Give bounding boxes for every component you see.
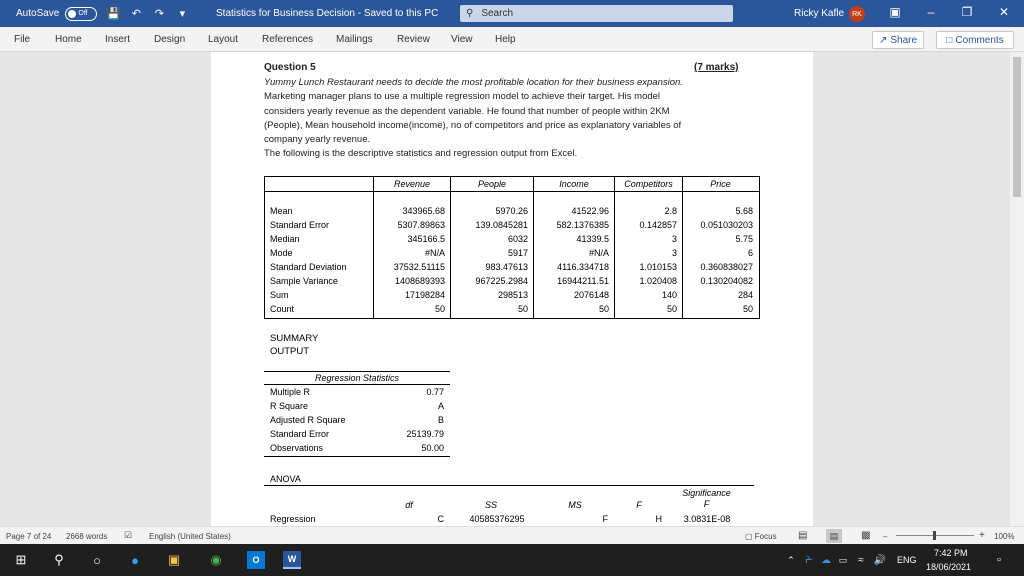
reg-stat-label: Standard Error bbox=[270, 429, 330, 439]
proofing-icon[interactable]: ☑ bbox=[124, 530, 133, 540]
notifications-icon[interactable]: ▫ bbox=[997, 554, 1001, 566]
desc-cell: 5970.26 bbox=[495, 206, 528, 216]
desc-cell: 37532.51115 bbox=[393, 262, 445, 272]
tab-home[interactable]: Home bbox=[55, 34, 82, 45]
clock-date[interactable]: 18/06/2021 bbox=[926, 562, 972, 572]
para-line-5: company yearly revenue. bbox=[264, 134, 371, 146]
anova-row-label: Regression bbox=[270, 514, 316, 524]
reg-stat-value: 50.00 bbox=[421, 443, 444, 453]
desc-cell: 50 bbox=[434, 304, 445, 314]
tab-mailings[interactable]: Mailings bbox=[336, 34, 373, 45]
comments-button[interactable]: □ Comments bbox=[936, 31, 1014, 49]
anova-header-f: F bbox=[636, 500, 642, 510]
reg-stat-value: 25139.79 bbox=[406, 429, 444, 439]
zoom-slider-thumb[interactable] bbox=[933, 531, 936, 540]
anova-header-ms: MS bbox=[568, 500, 582, 510]
desc-cell: #N/A bbox=[588, 248, 609, 258]
share-button[interactable]: ↗ Share bbox=[872, 31, 924, 49]
desc-row-label: Median bbox=[270, 234, 300, 244]
taskbar bbox=[0, 544, 1024, 576]
file-explorer-icon[interactable]: ▣ bbox=[167, 552, 181, 567]
desc-row-label: Standard Deviation bbox=[270, 262, 347, 272]
tab-insert[interactable]: Insert bbox=[105, 34, 131, 45]
autosave-label: AutoSave bbox=[16, 8, 60, 19]
outlook-icon[interactable]: O bbox=[247, 551, 265, 569]
desc-cell: 41339.5 bbox=[576, 234, 609, 244]
chrome-icon[interactable]: ◉ bbox=[210, 552, 222, 567]
anova-header-df: df bbox=[405, 500, 413, 510]
desc-cell: 140 bbox=[661, 290, 677, 300]
anova-title: ANOVA bbox=[270, 474, 301, 484]
desc-cell: 298513 bbox=[497, 290, 528, 300]
close-icon[interactable]: ✕ bbox=[998, 5, 1010, 19]
show-hidden-icons[interactable]: ⌃ bbox=[787, 554, 795, 565]
descriptive-statistics-table bbox=[264, 176, 760, 320]
desc-row-label: Sample Variance bbox=[270, 276, 338, 286]
anova-row-significance: 3.0831E-08 bbox=[683, 514, 731, 524]
desc-row-label: Sum bbox=[270, 290, 289, 300]
autosave-toggle[interactable]: Off bbox=[65, 7, 97, 21]
web-layout-icon[interactable]: ▩ bbox=[861, 530, 871, 541]
desc-cell: 5.68 bbox=[735, 206, 753, 216]
search-icon: ⚲ bbox=[466, 8, 474, 19]
anova-row-ms: F bbox=[602, 514, 608, 524]
desc-cell: 50 bbox=[517, 304, 528, 314]
desc-cell: 3 bbox=[671, 234, 677, 244]
desc-cell: 1.010153 bbox=[639, 262, 677, 272]
reg-stat-value: B bbox=[437, 415, 444, 425]
reg-stat-label: Multiple R bbox=[270, 387, 311, 397]
desc-cell: 5.75 bbox=[735, 234, 753, 244]
onedrive-icon[interactable]: ☁ bbox=[821, 554, 831, 566]
desc-cell: 17198284 bbox=[404, 290, 445, 300]
desc-header-price: Price bbox=[710, 179, 731, 189]
desc-cell: 139.0845281 bbox=[475, 220, 528, 230]
reg-stat-value: A bbox=[437, 401, 444, 411]
zoom-in-icon[interactable]: + bbox=[979, 530, 985, 541]
desc-cell: 50 bbox=[598, 304, 609, 314]
search-taskbar-icon[interactable]: ⚲ bbox=[54, 552, 64, 567]
avatar[interactable]: RK bbox=[849, 6, 865, 22]
desc-cell: 5917 bbox=[507, 248, 528, 258]
desc-cell: 6 bbox=[747, 248, 753, 258]
anova-row-df: C bbox=[437, 514, 444, 524]
page-count[interactable]: Page 7 of 24 bbox=[6, 532, 52, 541]
reg-stats-title: Regression Statistics bbox=[314, 373, 400, 383]
tab-view[interactable]: View bbox=[451, 34, 473, 45]
question-title: Question 5 bbox=[264, 62, 316, 73]
desc-cell: 2076148 bbox=[573, 290, 609, 300]
summary-output-line1: SUMMARY bbox=[270, 333, 319, 344]
edge-icon[interactable]: ● bbox=[131, 552, 139, 568]
desc-row-label: Count bbox=[270, 304, 295, 314]
desc-cell: 41522.96 bbox=[571, 206, 609, 216]
desc-header-income: Income bbox=[559, 179, 589, 189]
reg-stat-label: R Square bbox=[270, 401, 309, 411]
ribbon-menu bbox=[0, 27, 1024, 52]
read-mode-icon[interactable]: ▤ bbox=[798, 530, 808, 541]
document-title: Statistics for Business Decision - Saved to this PC bbox=[216, 8, 439, 19]
tab-help[interactable]: Help bbox=[495, 34, 516, 45]
desc-row-label: Mean bbox=[270, 206, 293, 216]
question-paragraph bbox=[264, 76, 748, 147]
tab-layout[interactable]: Layout bbox=[208, 34, 239, 45]
ribbon-display-options-icon[interactable]: ▣ bbox=[889, 5, 901, 19]
desc-cell: 284 bbox=[737, 290, 753, 300]
zoom-out-icon[interactable]: – bbox=[883, 532, 888, 541]
desc-cell: 50 bbox=[666, 304, 677, 314]
desc-cell: 345166.5 bbox=[407, 234, 445, 244]
focus-icon: ▢ bbox=[745, 532, 755, 541]
regression-statistics-table bbox=[264, 370, 450, 460]
wifi-icon[interactable]: ≈ bbox=[858, 554, 864, 566]
tab-design[interactable]: Design bbox=[154, 34, 186, 45]
document-page[interactable] bbox=[211, 52, 813, 526]
user-name[interactable]: Ricky Kafle bbox=[794, 8, 845, 19]
tab-references[interactable]: References bbox=[262, 34, 314, 45]
scrollbar-thumb[interactable] bbox=[1013, 57, 1021, 197]
desc-cell: 967225.2984 bbox=[475, 276, 528, 286]
task-view-icon[interactable]: ○ bbox=[93, 552, 101, 568]
save-icon[interactable]: 💾 bbox=[106, 8, 121, 20]
desc-cell: 2.8 bbox=[664, 206, 677, 216]
desc-row-label: Mode bbox=[270, 248, 293, 258]
language-indicator[interactable]: English (United States) bbox=[149, 532, 231, 541]
summary-output-line2: OUTPUT bbox=[270, 346, 310, 357]
desc-cell: 0.130204082 bbox=[700, 276, 753, 286]
focus-button[interactable]: ▢ Focus bbox=[745, 532, 777, 541]
comment-icon: □ bbox=[946, 34, 953, 46]
reg-stat-label: Adjusted R Square bbox=[270, 415, 346, 425]
share-icon: ↗ bbox=[878, 34, 888, 46]
undo-icon[interactable]: ↶ bbox=[131, 8, 141, 20]
para-line-4: (People), Mean household income(income), no of competitors and price as explanatory variables of bbox=[264, 119, 682, 131]
anova-header-ss: SS bbox=[484, 500, 497, 510]
status-bar bbox=[0, 526, 1024, 544]
desc-cell: 1408689393 bbox=[394, 276, 445, 286]
desc-cell: 16944211.51 bbox=[557, 276, 609, 286]
desc-cell: 50 bbox=[742, 304, 753, 314]
reg-stat-label: Observations bbox=[270, 443, 324, 453]
customize-qat-icon[interactable]: ▾ bbox=[179, 8, 186, 20]
battery-icon[interactable]: ▭ bbox=[838, 554, 848, 565]
anova-row-f: H bbox=[655, 514, 662, 524]
question-marks: (7 marks) bbox=[694, 62, 739, 73]
anova-header-significance: Significance bbox=[682, 488, 731, 498]
desc-cell: 0.051030203 bbox=[700, 220, 753, 230]
tab-file[interactable]: File bbox=[14, 34, 31, 45]
word-count[interactable]: 2668 words bbox=[66, 532, 108, 541]
vertical-scrollbar[interactable] bbox=[1010, 52, 1024, 526]
search-input[interactable]: ⚲ Search bbox=[460, 5, 733, 22]
volume-icon[interactable]: 🔊 bbox=[873, 554, 887, 566]
desc-cell: #N/A bbox=[424, 248, 445, 258]
anova-table bbox=[264, 472, 754, 526]
desc-cell: 0.142857 bbox=[639, 220, 677, 230]
restore-icon[interactable]: ❐ bbox=[961, 5, 973, 19]
para-line-1: Yummy Lunch Restaurant needs to decide the most profitable location for their business expansion. bbox=[264, 77, 683, 88]
redo-icon[interactable]: ↷ bbox=[154, 8, 164, 20]
desc-header-revenue: Revenue bbox=[393, 179, 431, 189]
desc-cell: 582.1376385 bbox=[556, 220, 609, 230]
desc-cell: 0.360838027 bbox=[700, 262, 753, 272]
desc-cell: 1.020408 bbox=[639, 276, 677, 286]
word-icon[interactable]: W bbox=[283, 551, 301, 569]
desc-cell: 983.47613 bbox=[485, 262, 528, 272]
desc-row-label: Standard Error bbox=[270, 220, 330, 230]
anova-header-significance-f: F bbox=[703, 499, 710, 509]
para-line-3: considers yearly revenue as the dependent variable. He found that number of people within 2KM bbox=[264, 105, 670, 117]
zoom-level[interactable]: 100% bbox=[994, 532, 1015, 541]
input-language[interactable]: ENG bbox=[897, 555, 917, 565]
reg-stat-value: 0.77 bbox=[426, 387, 444, 397]
desc-header-people: People bbox=[477, 179, 507, 189]
para-line-2: Marketing manager plans to use a multiple regression model to achieve their target. His model bbox=[264, 91, 661, 103]
bluetooth-icon[interactable]: ᔲ bbox=[804, 554, 814, 566]
intro-line: The following is the descriptive statistics and regression output from Excel. bbox=[264, 148, 578, 159]
desc-cell: 3 bbox=[671, 248, 677, 258]
tab-review[interactable]: Review bbox=[397, 34, 430, 45]
windows-start-icon[interactable]: ⊞ bbox=[15, 552, 27, 567]
desc-cell: 343965.68 bbox=[402, 206, 445, 216]
desc-cell: 5307.89863 bbox=[397, 220, 445, 230]
document-area bbox=[0, 52, 1024, 526]
desc-cell: 6032 bbox=[507, 234, 528, 244]
desc-cell: 4116.334718 bbox=[557, 262, 609, 272]
clock-time[interactable]: 7:42 PM bbox=[934, 548, 968, 558]
print-layout-icon[interactable]: ▤ bbox=[826, 529, 842, 543]
minimize-icon[interactable]: – bbox=[927, 5, 935, 19]
anova-row-ss: 40585376295 bbox=[469, 514, 525, 524]
desc-header-competitors: Competitors bbox=[624, 179, 673, 189]
